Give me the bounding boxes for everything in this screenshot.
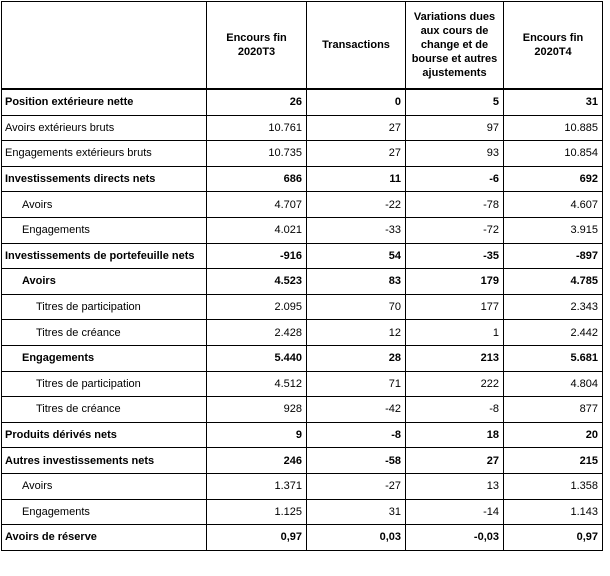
cell-encours-2020t3: 246 bbox=[207, 448, 307, 474]
cell-encours-2020t4: 31 bbox=[504, 89, 603, 115]
row-label: Avoirs bbox=[2, 192, 207, 218]
table-row bbox=[2, 115, 603, 141]
row-label: Titres de créance bbox=[2, 320, 207, 346]
cell-transactions: 28 bbox=[307, 345, 406, 371]
cell-encours-2020t4: 10.854 bbox=[504, 141, 603, 167]
table-row bbox=[2, 166, 603, 192]
cell-transactions: -27 bbox=[307, 473, 406, 499]
table-row bbox=[2, 141, 603, 167]
header-variations: Variations dues aux cours de change et de bourse et autres ajustements bbox=[406, 2, 504, 90]
table-row bbox=[2, 448, 603, 474]
cell-encours-2020t3: 1.371 bbox=[207, 473, 307, 499]
cell-encours-2020t3: 2.095 bbox=[207, 294, 307, 320]
cell-encours-2020t3: 686 bbox=[207, 166, 307, 192]
header-corner-cell bbox=[2, 2, 207, 90]
cell-transactions: 70 bbox=[307, 294, 406, 320]
table-row bbox=[2, 217, 603, 243]
cell-variations: 93 bbox=[406, 141, 504, 167]
cell-encours-2020t4: 4.785 bbox=[504, 269, 603, 295]
row-label: Titres de participation bbox=[2, 294, 207, 320]
cell-encours-2020t4: 692 bbox=[504, 166, 603, 192]
table-row bbox=[2, 345, 603, 371]
cell-transactions: -42 bbox=[307, 397, 406, 423]
cell-encours-2020t3: -916 bbox=[207, 243, 307, 269]
cell-encours-2020t4: 1.143 bbox=[504, 499, 603, 525]
row-label: Avoirs bbox=[2, 269, 207, 295]
table-body bbox=[2, 89, 603, 550]
table-row bbox=[2, 89, 603, 115]
cell-variations: -14 bbox=[406, 499, 504, 525]
cell-encours-2020t3: 9 bbox=[207, 422, 307, 448]
row-label: Titres de créance bbox=[2, 397, 207, 423]
cell-encours-2020t4: 2.442 bbox=[504, 320, 603, 346]
cell-variations: 179 bbox=[406, 269, 504, 295]
cell-transactions: 12 bbox=[307, 320, 406, 346]
cell-transactions: 0,03 bbox=[307, 525, 406, 551]
cell-transactions: 83 bbox=[307, 269, 406, 295]
row-label: Avoirs de réserve bbox=[2, 525, 207, 551]
cell-encours-2020t4: 0,97 bbox=[504, 525, 603, 551]
cell-variations: 177 bbox=[406, 294, 504, 320]
row-label: Engagements bbox=[2, 499, 207, 525]
cell-variations: 27 bbox=[406, 448, 504, 474]
cell-variations: -8 bbox=[406, 397, 504, 423]
cell-variations: 5 bbox=[406, 89, 504, 115]
table-row bbox=[2, 397, 603, 423]
cell-transactions: 11 bbox=[307, 166, 406, 192]
cell-variations: 97 bbox=[406, 115, 504, 141]
row-label: Autres investissements nets bbox=[2, 448, 207, 474]
cell-encours-2020t3: 4.021 bbox=[207, 217, 307, 243]
cell-transactions: 27 bbox=[307, 115, 406, 141]
cell-encours-2020t4: 1.358 bbox=[504, 473, 603, 499]
cell-variations: -0,03 bbox=[406, 525, 504, 551]
row-label: Investissements directs nets bbox=[2, 166, 207, 192]
cell-variations: -35 bbox=[406, 243, 504, 269]
cell-encours-2020t4: 3.915 bbox=[504, 217, 603, 243]
cell-encours-2020t3: 4.707 bbox=[207, 192, 307, 218]
header-encours-2020t4: Encours fin 2020T4 bbox=[504, 2, 603, 90]
table-row bbox=[2, 320, 603, 346]
cell-variations: 222 bbox=[406, 371, 504, 397]
cell-transactions: 31 bbox=[307, 499, 406, 525]
row-label: Engagements bbox=[2, 217, 207, 243]
row-label: Engagements bbox=[2, 345, 207, 371]
header-encours-2020t3: Encours fin 2020T3 bbox=[207, 2, 307, 90]
row-label: Titres de participation bbox=[2, 371, 207, 397]
row-label: Position extérieure nette bbox=[2, 89, 207, 115]
cell-variations: 18 bbox=[406, 422, 504, 448]
header-row bbox=[2, 2, 603, 90]
table-row bbox=[2, 294, 603, 320]
table-row bbox=[2, 499, 603, 525]
cell-transactions: -33 bbox=[307, 217, 406, 243]
cell-transactions: 27 bbox=[307, 141, 406, 167]
table-row bbox=[2, 192, 603, 218]
row-label: Avoirs extérieurs bruts bbox=[2, 115, 207, 141]
cell-transactions: -22 bbox=[307, 192, 406, 218]
cell-variations: -72 bbox=[406, 217, 504, 243]
iip-table bbox=[1, 1, 603, 551]
cell-encours-2020t3: 4.512 bbox=[207, 371, 307, 397]
table-row bbox=[2, 269, 603, 295]
cell-encours-2020t3: 10.735 bbox=[207, 141, 307, 167]
cell-variations: 1 bbox=[406, 320, 504, 346]
cell-encours-2020t4: -897 bbox=[504, 243, 603, 269]
cell-variations: -78 bbox=[406, 192, 504, 218]
cell-transactions: 71 bbox=[307, 371, 406, 397]
cell-encours-2020t4: 4.607 bbox=[504, 192, 603, 218]
cell-encours-2020t3: 26 bbox=[207, 89, 307, 115]
cell-variations: 13 bbox=[406, 473, 504, 499]
cell-transactions: 54 bbox=[307, 243, 406, 269]
cell-encours-2020t4: 215 bbox=[504, 448, 603, 474]
row-label: Produits dérivés nets bbox=[2, 422, 207, 448]
cell-encours-2020t3: 10.761 bbox=[207, 115, 307, 141]
cell-encours-2020t3: 5.440 bbox=[207, 345, 307, 371]
table-row bbox=[2, 371, 603, 397]
cell-encours-2020t3: 0,97 bbox=[207, 525, 307, 551]
row-label: Engagements extérieurs bruts bbox=[2, 141, 207, 167]
cell-transactions: -8 bbox=[307, 422, 406, 448]
table-row bbox=[2, 473, 603, 499]
cell-encours-2020t3: 2.428 bbox=[207, 320, 307, 346]
cell-encours-2020t4: 5.681 bbox=[504, 345, 603, 371]
cell-transactions: 0 bbox=[307, 89, 406, 115]
cell-encours-2020t4: 4.804 bbox=[504, 371, 603, 397]
cell-encours-2020t4: 10.885 bbox=[504, 115, 603, 141]
cell-encours-2020t4: 2.343 bbox=[504, 294, 603, 320]
cell-encours-2020t3: 928 bbox=[207, 397, 307, 423]
table-row bbox=[2, 243, 603, 269]
row-label: Avoirs bbox=[2, 473, 207, 499]
cell-encours-2020t4: 877 bbox=[504, 397, 603, 423]
table-row bbox=[2, 422, 603, 448]
table-row bbox=[2, 525, 603, 551]
cell-encours-2020t3: 4.523 bbox=[207, 269, 307, 295]
cell-variations: -6 bbox=[406, 166, 504, 192]
row-label: Investissements de portefeuille nets bbox=[2, 243, 207, 269]
header-transactions: Transactions bbox=[307, 2, 406, 90]
cell-encours-2020t4: 20 bbox=[504, 422, 603, 448]
cell-encours-2020t3: 1.125 bbox=[207, 499, 307, 525]
cell-variations: 213 bbox=[406, 345, 504, 371]
cell-transactions: -58 bbox=[307, 448, 406, 474]
